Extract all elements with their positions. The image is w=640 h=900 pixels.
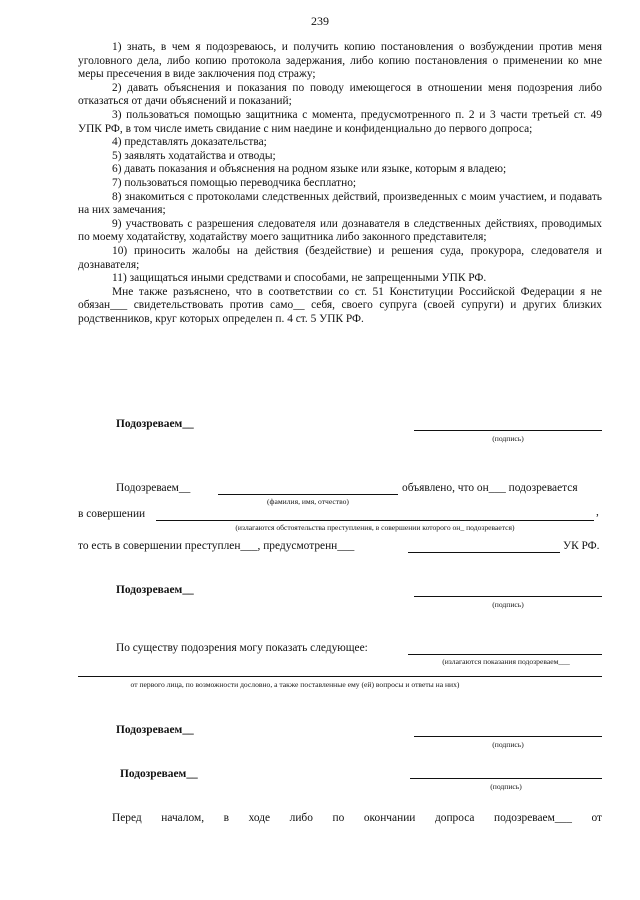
- fio-field[interactable]: [218, 494, 398, 495]
- testimony-intro: По существу подозрения могу показать следующее:: [116, 642, 368, 654]
- signature-caption: (подпись): [492, 434, 524, 443]
- circumstances-caption: (излагаются обстоятельства преступления, в совершении которого он_ подозревается): [235, 523, 515, 532]
- signature-line[interactable]: [414, 596, 602, 597]
- right-item: 3) пользоваться помощью защитника с момента, предусмотренного п. 2 и 3 части третьей ст. 49 УПК РФ, в том числе иметь свидание с ним наедине и конфиденциально до первого допроса;: [78, 108, 602, 135]
- right-item: 2) давать объяснения и показания по поводу имеющегося в отношении меня подозрения либо отказаться от дачи объяснений и показаний;: [78, 81, 602, 108]
- testimony-field[interactable]: [408, 654, 602, 655]
- last-line: Перед началом, в ходе либо по окончании допроса подозреваем___ от: [112, 812, 602, 824]
- testimony-caption: от первого лица, по возможности дословно, а также поставленные ему (ей) вопросы и ответы на них): [130, 680, 460, 689]
- circumstances-field[interactable]: [156, 520, 594, 521]
- suspect-label: Подозреваем__: [120, 768, 198, 780]
- testimony-field[interactable]: [78, 676, 602, 677]
- right-item: 9) участвовать с разрешения следователя или дознавателя в следственных действиях, проводимых по моему ходатайству, ходатайству моего защитника либо законного представителя;: [78, 217, 602, 244]
- right-item: 6) давать показания и объяснения на родном языке или языке, которым я владею;: [112, 163, 507, 176]
- suspect-label: Подозреваем__: [116, 584, 194, 596]
- right-item: 7) пользоваться помощью переводчика бесплатно;: [112, 176, 357, 189]
- article-field[interactable]: [408, 552, 560, 553]
- right-item: Мне также разъяснено, что в соответствии со ст. 51 Конституции Российской Федерации я не обязан___ свидетельствовать против само__ себя, своего супруга (своей супруги) и других близких родственников, круг которых определен п. 4 ст. 5 УПК РФ.: [78, 285, 602, 325]
- right-item: 8) знакомиться с протоколами следственных действий, произведенных с моим участием, и подавать на них замечания;: [78, 190, 602, 217]
- uk-rf-label: УК РФ.: [563, 540, 600, 552]
- that-is-label: то есть в совершении преступлен___, предусмотренн___: [78, 540, 355, 552]
- rights-list: [78, 41, 602, 326]
- signature-caption: (подпись): [490, 782, 522, 791]
- signature-line[interactable]: [414, 430, 602, 431]
- suspect-label: Подозреваем__: [116, 724, 194, 736]
- announce-text: объявлено, что он___ подозревается: [402, 482, 578, 494]
- signature-caption: (подпись): [492, 600, 524, 609]
- right-item: 5) заявлять ходатайства и отводы;: [112, 149, 276, 162]
- right-item: 4) представлять доказательства;: [112, 136, 267, 149]
- page-number: 239: [311, 14, 329, 28]
- signature-line[interactable]: [414, 736, 602, 737]
- right-item: 11) защищаться иными средствами и способами, не запрещенными УПК РФ.: [112, 272, 487, 285]
- in-commission-label: в совершении: [78, 508, 146, 520]
- suspect-label: Подозреваем__: [116, 418, 194, 430]
- right-item: 1) знать, в чем я подозреваюсь, и получить копию постановления о возбуждении против меня уголовного дела, либо копию протокола задержания, либо копию постановления о применении ко мне меры пресечения в виде заключения под стражу;: [78, 41, 602, 81]
- comma: ,: [596, 506, 599, 518]
- fio-caption: (фамилия, имя, отчество): [267, 497, 349, 506]
- right-item: 10) приносить жалобы на действия (бездействие) и решения суда, прокурора, следователя и дознавателя;: [78, 244, 602, 271]
- signature-caption: (подпись): [492, 740, 524, 749]
- announce-label: Подозреваем__: [116, 482, 191, 494]
- signature-line[interactable]: [410, 778, 602, 779]
- testimony-caption: (излагаются показания подозреваем___: [442, 657, 570, 666]
